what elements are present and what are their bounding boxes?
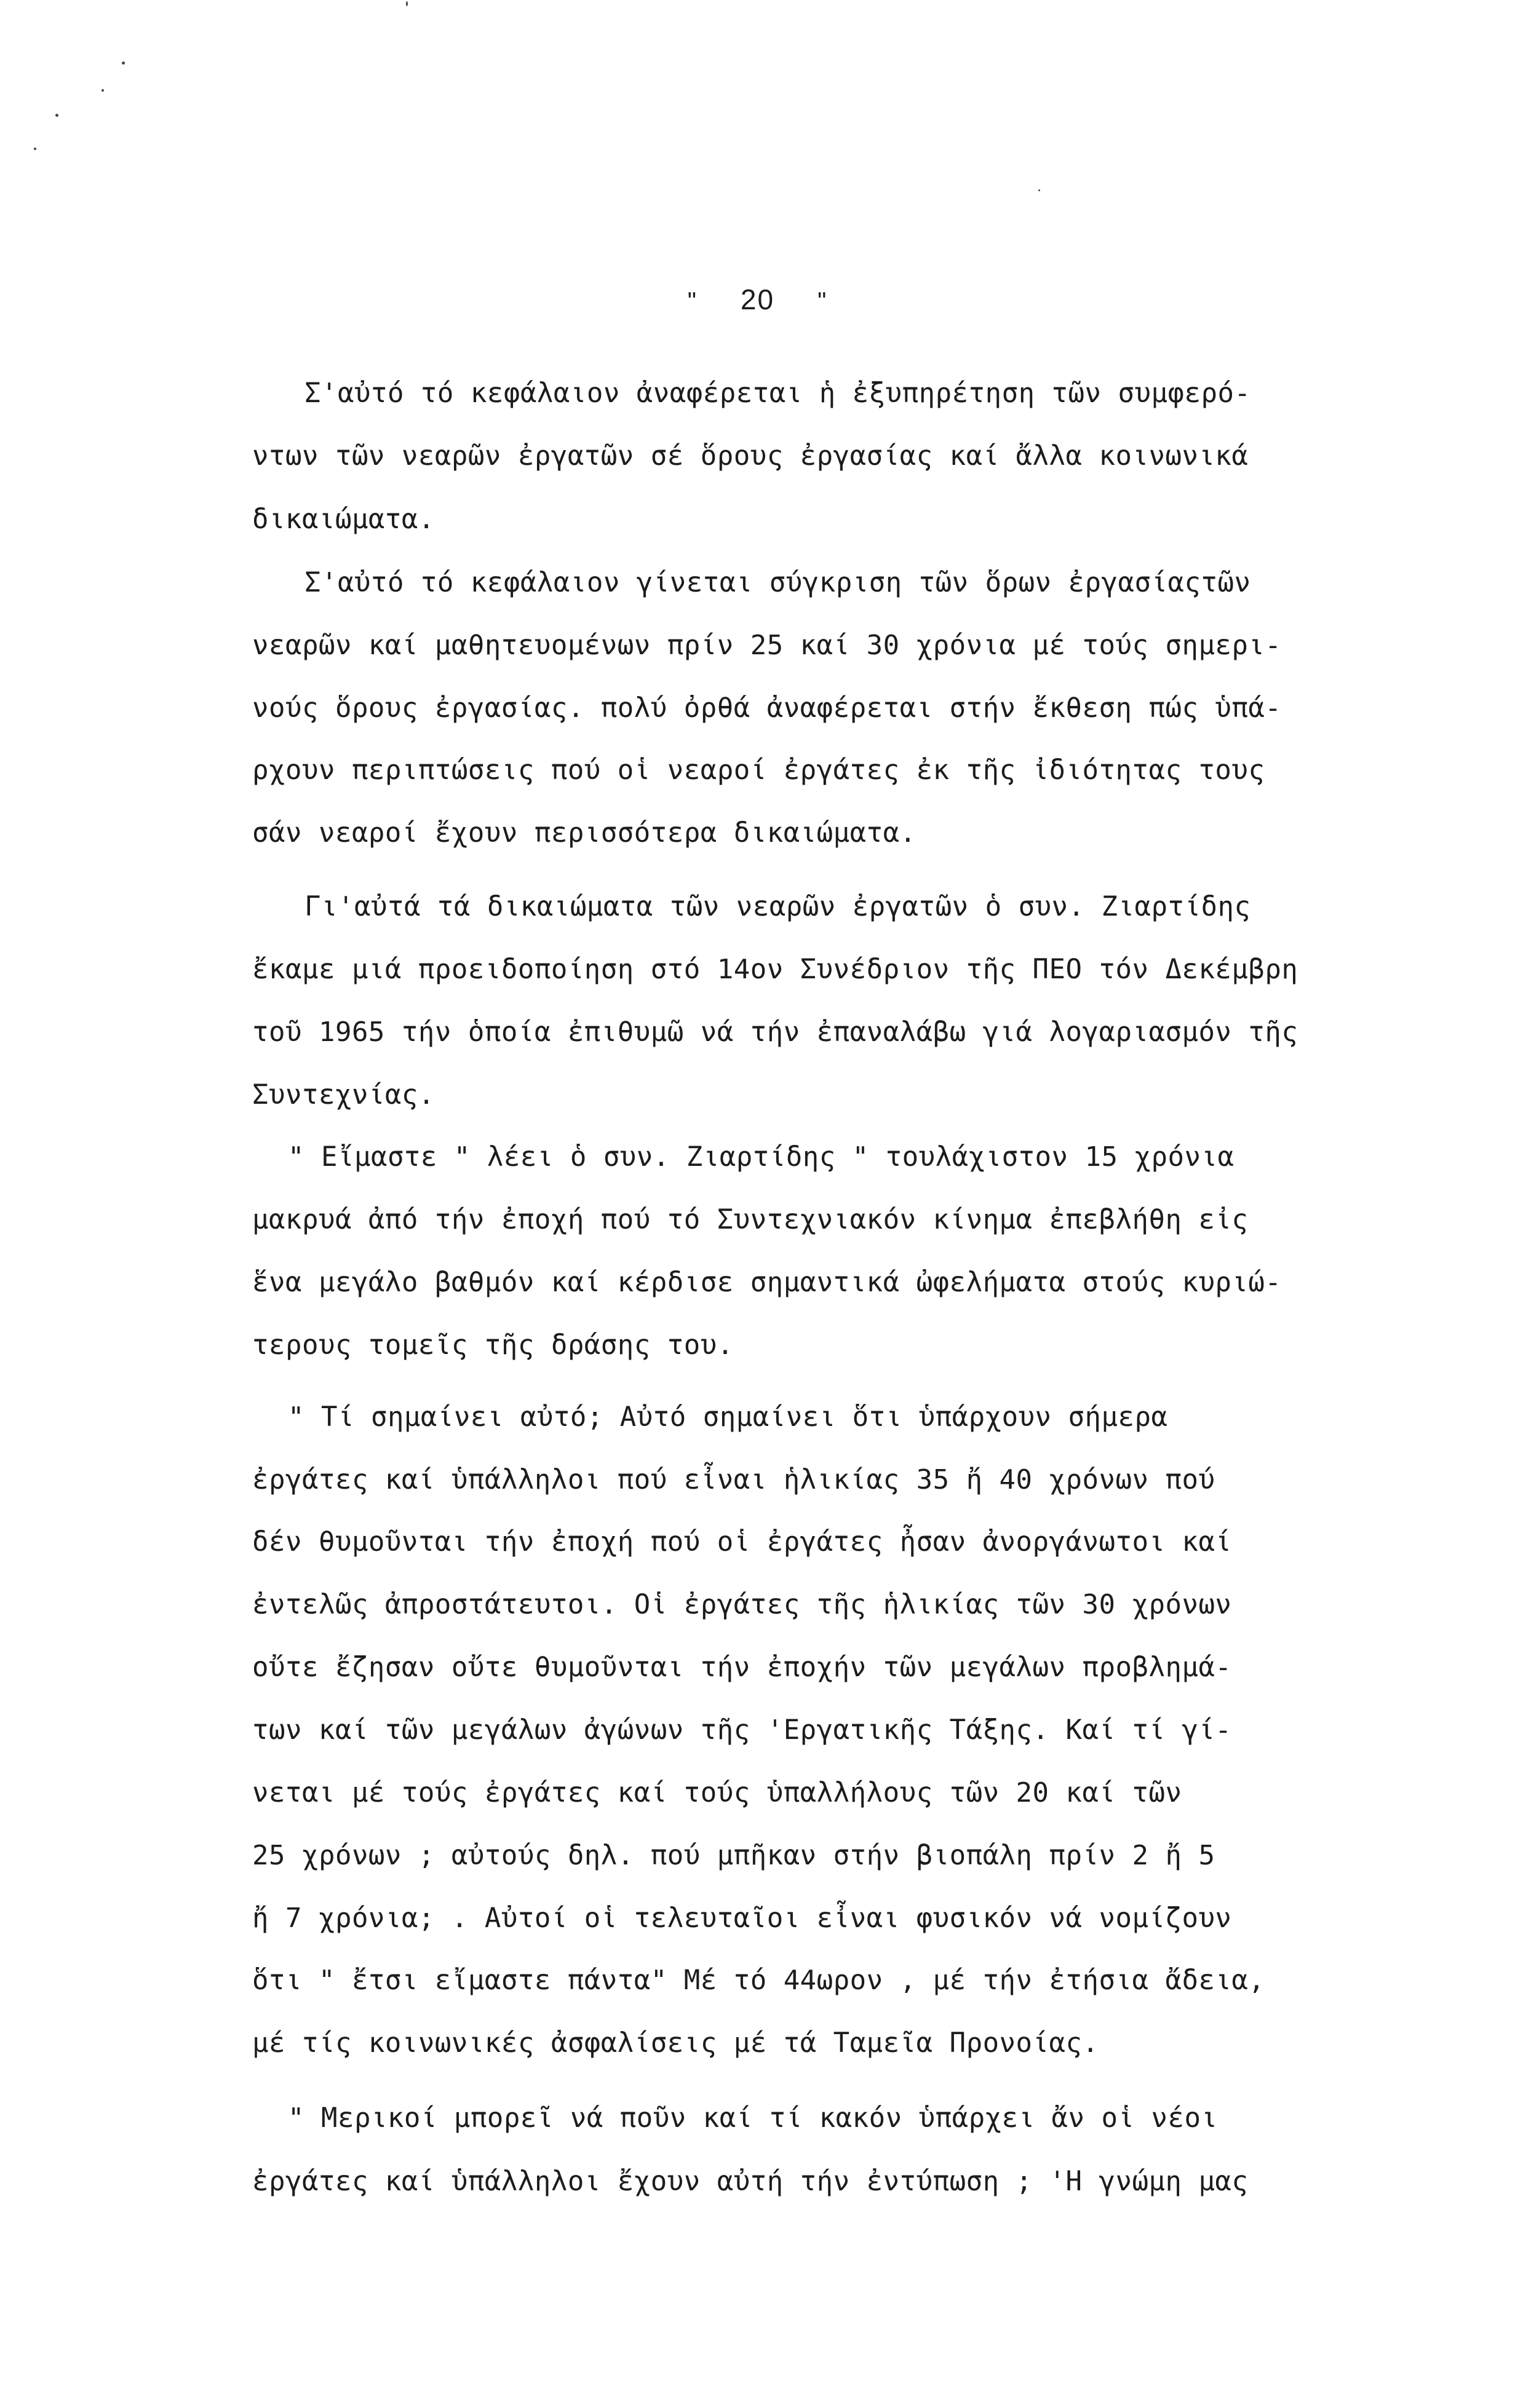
text-line: ἕνα μεγάλο βαθμόν καί κέρδισε σημαντικά ὠφελήματα στούς κυριώ-: [252, 1267, 1282, 1298]
text-line: Σ'αὐτό τό κεφάλαιον γίνεται σύγκριση τῶν ὅρων ἐργασίαςτῶν: [304, 567, 1251, 598]
page-number-suffix: ": [817, 288, 828, 315]
scan-speck: [55, 114, 58, 117]
text-line: νεαρῶν καί μαθητευομένων πρίν 25 καί 30 χρόνια μέ τούς σημερι-: [252, 630, 1282, 661]
page-number: [0, 283, 1515, 316]
text-line: ἐργάτες καί ὑπάλληλοι ἔχουν αὐτή τήν ἐντύπωση ; 'Η γνώμη μας: [252, 2166, 1249, 2197]
page-number-prefix: ": [687, 288, 698, 315]
text-line: τερους τομεῖς τῆς δράσης του.: [252, 1329, 734, 1361]
text-line: ἔκαμε μιά προειδοποίηση στό 14ον Συνέδριον τῆς ΠΕΟ τόν Δεκέμβρη: [252, 954, 1298, 985]
text-line: οὔτε ἔζησαν οὔτε θυμοῦνται τήν ἐποχήν τῶν μεγάλων προβλημά-: [252, 1652, 1232, 1683]
scan-speck: [406, 1, 408, 6]
scan-speck: [122, 61, 125, 65]
text-line: νεται μέ τούς ἐργάτες καί τούς ὑπαλλήλους τῶν 20 καί τῶν: [252, 1777, 1182, 1808]
text-line: τοῦ 1965 τήν ὁποία ἐπιθυμῶ νά τήν ἐπαναλάβω γιά λογαριασμόν τῆς: [252, 1016, 1298, 1048]
text-line: ἤ 7 χρόνια; . Αὐτοί οἱ τελευταῖοι εἶναι φυσικόν νά νομίζουν: [252, 1903, 1232, 1934]
text-line: δέν θυμοῦνται τήν ἐποχή πού οἱ ἐργάτες ἦσαν ἀνοργάνωτοι καί: [252, 1526, 1232, 1558]
text-line: Γι'αὐτά τά δικαιώματα τῶν νεαρῶν ἐργατῶν ὁ συν. Ζιαρτίδης: [304, 891, 1251, 922]
text-line: " Μερικοί μπορεῖ νά ποῦν καί τί κακόν ὑπάρχει ἄν οἱ νέοι: [288, 2102, 1218, 2134]
scan-speck: [101, 89, 104, 92]
text-line: ρχουν περιπτώσεις πού οἱ νεαροί ἐργάτες ἐκ τῆς ἰδιότητας τους: [252, 754, 1265, 786]
text-line: Συντεχνίας.: [252, 1079, 435, 1111]
text-line: των καί τῶν μεγάλων ἀγώνων τῆς 'Εργατικῆς Τάξης. Καί τί γί-: [252, 1714, 1232, 1746]
text-line: δικαιώματα.: [252, 504, 435, 535]
text-line: ντων τῶν νεαρῶν ἐργατῶν σέ ὅρους ἐργασίας καί ἄλλα κοινωνικά: [252, 440, 1249, 472]
text-line: μακρυά ἀπό τήν ἐποχή πού τό Συντεχνιακόν κίνημα ἐπεβλήθη εἰς: [252, 1204, 1249, 1235]
text-line: ἐντελῶς ἀπροστάτευτοι. Οἱ ἐργάτες τῆς ἡλικίας τῶν 30 χρόνων: [252, 1589, 1232, 1620]
text-line: σάν νεαροί ἔχουν περισσότερα δικαιώματα.: [252, 817, 917, 849]
text-line: Σ'αὐτό τό κεφάλαιον ἀναφέρεται ἡ ἐξυπηρέτηση τῶν συμφερό-: [304, 378, 1251, 409]
text-line: " Τί σημαίνει αὐτό; Αὐτό σημαίνει ὅτι ὑπάρχουν σήμερα: [288, 1401, 1168, 1433]
page-number-value: 20: [740, 283, 775, 315]
text-line: μέ τίς κοινωνικές ἀσφαλίσεις μέ τά Ταμεῖα Προνοίας.: [252, 2027, 1099, 2059]
scan-speck: [1038, 189, 1040, 191]
text-line: 25 χρόνων ; αὐτούς δηλ. πού μπῆκαν στήν βιοπάλη πρίν 2 ἤ 5: [252, 1840, 1215, 1871]
text-line: " Εἴμαστε " λέει ὁ συν. Ζιαρτίδης " τουλάχιστον 15 χρόνια: [288, 1141, 1235, 1173]
text-line: ἐργάτες καί ὑπάλληλοι πού εἶναι ἡλικίας 35 ἤ 40 χρόνων πού: [252, 1464, 1215, 1495]
scan-speck: [34, 148, 36, 150]
text-line: ὅτι " ἔτσι εἴμαστε πάντα" Μέ τό 44ωρον , μέ τήν ἐτήσια ἄδεια,: [252, 1965, 1265, 1996]
text-line: νούς ὅρους ἐργασίας. πολύ ὀρθά ἀναφέρεται στήν ἔκθεση πώς ὑπά-: [252, 692, 1282, 724]
